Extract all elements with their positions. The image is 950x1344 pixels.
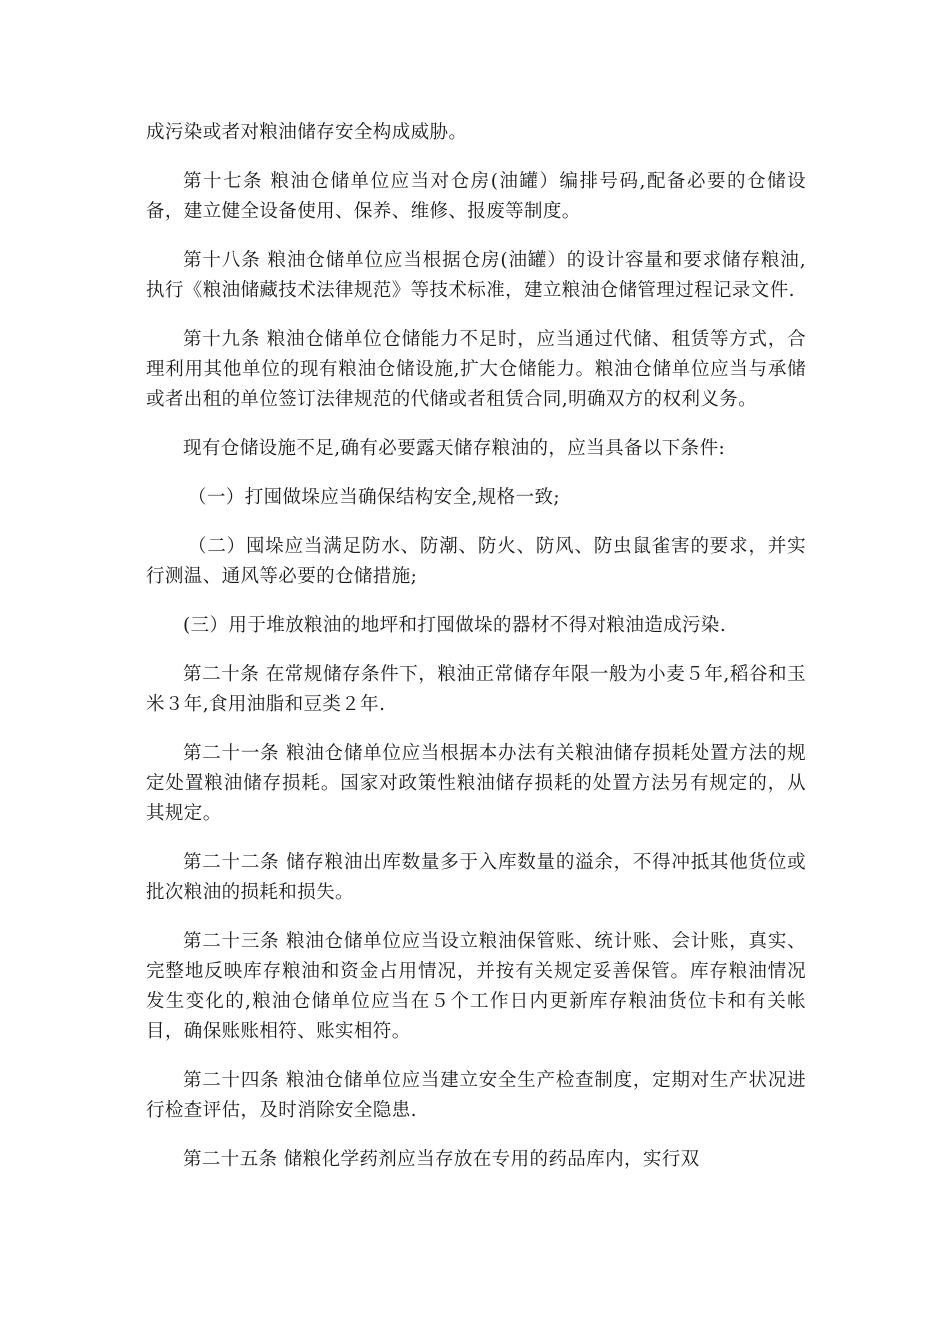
condition-1: （一）打囤做垛应当确保结构安全,规格一致; bbox=[188, 487, 561, 508]
article-20: 第二十条 在常规储存条件下，粮油正常储存年限一般为小麦５年,稻谷和玉米３年,食用油脂和豆类２年. bbox=[146, 664, 806, 715]
article-21: 第二十一条 粮油仓储单位应当根据本办法有关粮油储存损耗处置方法的规定处置粮油储存损耗。国家对政策性粮油储存损耗的处置方法另有规定的，从其规定。 bbox=[146, 743, 806, 824]
condition-2: （二）囤垛应当满足防水、防潮、防火、防风、防虫鼠雀害的要求，并实行测温、通风等必要的仓储措施; bbox=[146, 536, 806, 587]
document-body bbox=[146, 118, 806, 1194]
article-23: 第二十三条 粮油仓储单位应当设立粮油保管账、统计账、会计账，真实、完整地反映库存粮油和资金占用情况，并按有关规定妥善保管。库存粮油情况发生变化的,粮油仓储单位应当在５个工作日内更新库存粮油货位卡和有关帐目，确保账账相符、账实相符。 bbox=[146, 931, 806, 1042]
article-19: 第十九条 粮油仓储单位仓储能力不足时，应当通过代储、租赁等方式，合理利用其他单位的现有粮油仓储设施,扩大仓储能力。粮油仓储单位应当与承储或者出租的单位签订法律规范的代储或者租赁合同,明确双方的权利义务。 bbox=[146, 329, 806, 410]
article-24: 第二十四条 粮油仓储单位应当建立安全生产检查制度，定期对生产状况进行检查评估，及时消除安全隐患. bbox=[146, 1070, 806, 1121]
open-storage-conditions: 现有仓储设施不足,确有必要露天储存粮油的，应当具备以下条件: bbox=[183, 438, 726, 459]
article-17: 第十七条 粮油仓储单位应当对仓房(油罐）编排号码,配备必要的仓储设备，建立健全设备使用、保养、维修、报废等制度。 bbox=[146, 171, 806, 222]
article-18: 第十八条 粮油仓储单位应当根据仓房(油罐）的设计容量和要求储存粮油,执行《粮油储藏技术法律规范》等技术标准，建立粮油仓储管理过程记录文件. bbox=[146, 250, 806, 301]
condition-3: (三）用于堆放粮油的地坪和打囤做垛的器材不得对粮油造成污染. bbox=[183, 615, 727, 636]
paragraph-continuation: 成污染或者对粮油储存安全构成威胁。 bbox=[146, 122, 468, 143]
article-22: 第二十二条 储存粮油出库数量多于入库数量的溢余，不得冲抵其他货位或批次粮油的损耗和损失。 bbox=[146, 852, 806, 903]
article-25: 第二十五条 储粮化学药剂应当存放在专用的药品库内，实行双 bbox=[183, 1149, 700, 1170]
